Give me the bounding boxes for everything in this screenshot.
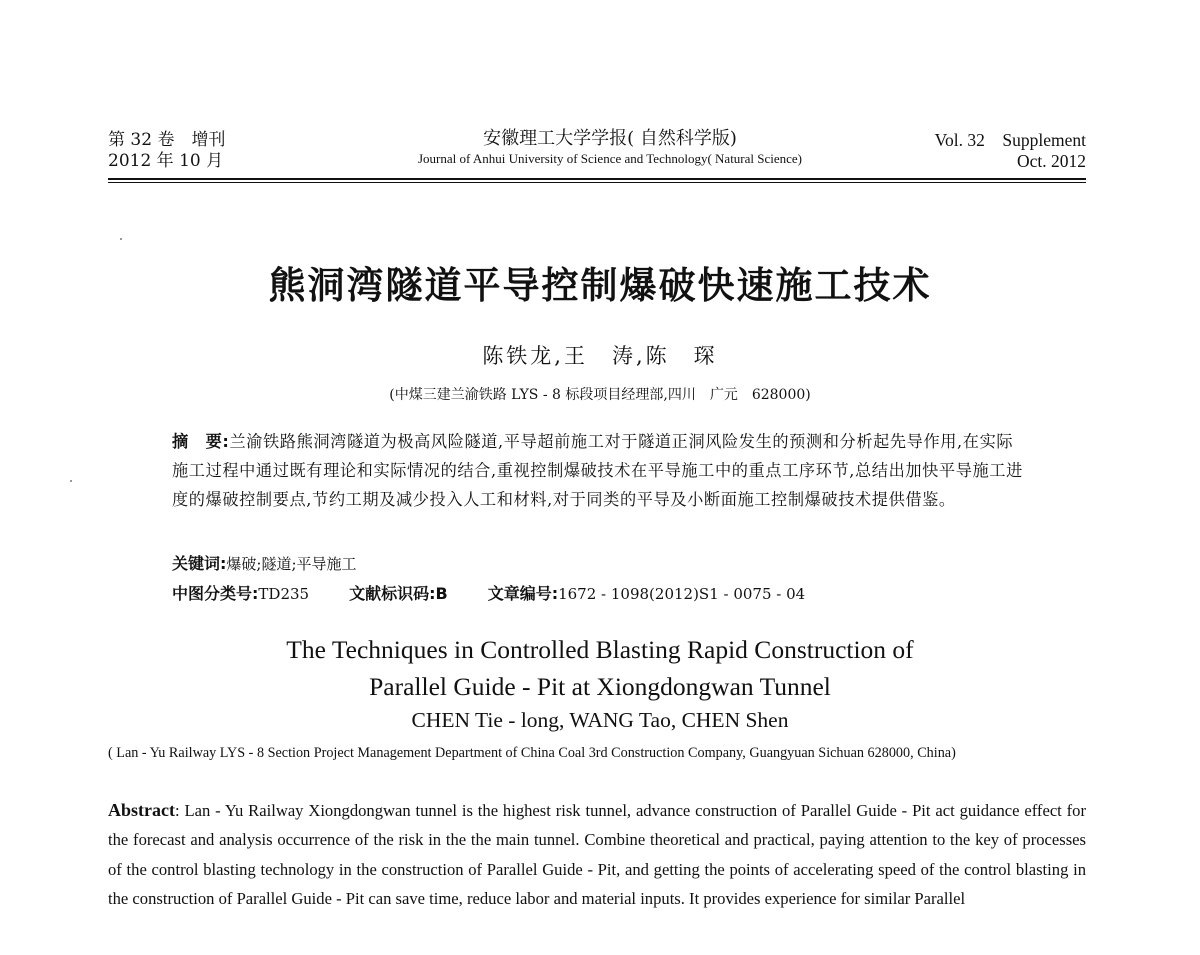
abstract-en (108, 796, 1086, 913)
issue-info-en (935, 130, 1086, 172)
issue-info (108, 130, 225, 172)
affiliation-cn: (中煤三建兰渝铁路 LYS - 8 标段项目经理部,四川 广元 628000) (389, 387, 811, 403)
abstract-cn (172, 427, 1027, 515)
clc-value: TD235 (258, 585, 310, 603)
paper-title-en-line2: Parallel Guide - Pit at Xiongdongwan Tunnel (369, 672, 831, 701)
authors-cn: 陈铁龙,王 涛,陈 琛 (482, 344, 718, 368)
keywords (172, 551, 357, 574)
doc-code-value: B (435, 584, 448, 603)
article-number-label: 文章编号: (487, 584, 559, 603)
journal-name-cn: 安徽理工大学学报( 自然科学版) (483, 128, 737, 149)
date-en: Oct. 2012 (1016, 151, 1086, 171)
paper-title-en-line1: The Techniques in Controlled Blasting Rapid Construction of (286, 635, 914, 664)
scan-speck (120, 238, 122, 240)
keywords-label: 关键词: (172, 554, 227, 573)
authors-en: CHEN Tie - long, WANG Tao, CHEN Shen (411, 708, 789, 732)
abstract-en-label: Abstract (108, 800, 175, 820)
volume-issue-cn: 第 32 卷 增刊 (108, 130, 226, 150)
abstract-cn-label: 摘 要: (172, 432, 230, 451)
header-rule (108, 178, 1086, 180)
journal-name-en: Journal of Anhui University of Science and Technology( Natural Science) (417, 151, 803, 166)
abstract-en-text: : Lan - Yu Railway Xiongdongwan tunnel is the highest risk tunnel, advance construction of Parallel Guide - Pit act guidance effect for the forecast and analysis occurrence of the risk in the the main tunnel. Combine theoretical and practical, paying attention to the key of processes of the control blasting technology in the construction of Parallel Guide - Pit, and getting the points of accelerating speed of the control blasting in the construction of Parallel Guide - Pit can save time, reduce labor and material inputs. It provides experience for similar Parallel (108, 801, 1086, 908)
clc-label: 中图分类号: (172, 584, 259, 603)
keywords-text: 爆破;隧道;平导施工 (226, 555, 357, 573)
abstract-cn-text: 兰渝铁路熊洞湾隧道为极高风险隧道,平导超前施工对于隧道正洞风险发生的预测和分析起先导作用,在实际施工过程中通过既有理论和实际情况的结合,重视控制爆破技术在平导施工中的重点工序环节,总结出加快平导施工进度的爆破控制要点,节约工期及减少投入人工和材料,对于同类的平导及小断面施工控制爆破技术提供借鉴。 (172, 432, 1023, 510)
paper-title-en (0, 631, 1200, 705)
classification-line (172, 581, 805, 604)
affiliation-en: ( Lan - Yu Railway LYS - 8 Section Project Management Department of China Coal 3rd Construction Company, Guangyuan Sichuan 628000, China) (108, 745, 956, 761)
date-cn: 2012 年 10 月 (108, 151, 224, 171)
paper-title-cn: 熊洞湾隧道平导控制爆破快速施工技术 (268, 263, 932, 307)
scan-speck (70, 480, 72, 482)
doc-code-label: 文献标识码: (349, 584, 436, 603)
volume-issue-en: Vol. 32 Supplement (934, 130, 1086, 150)
header-rule-thin (108, 182, 1086, 183)
article-number-value: 1672 - 1098(2012)S1 - 0075 - 04 (558, 585, 806, 603)
journal-name (300, 128, 920, 168)
